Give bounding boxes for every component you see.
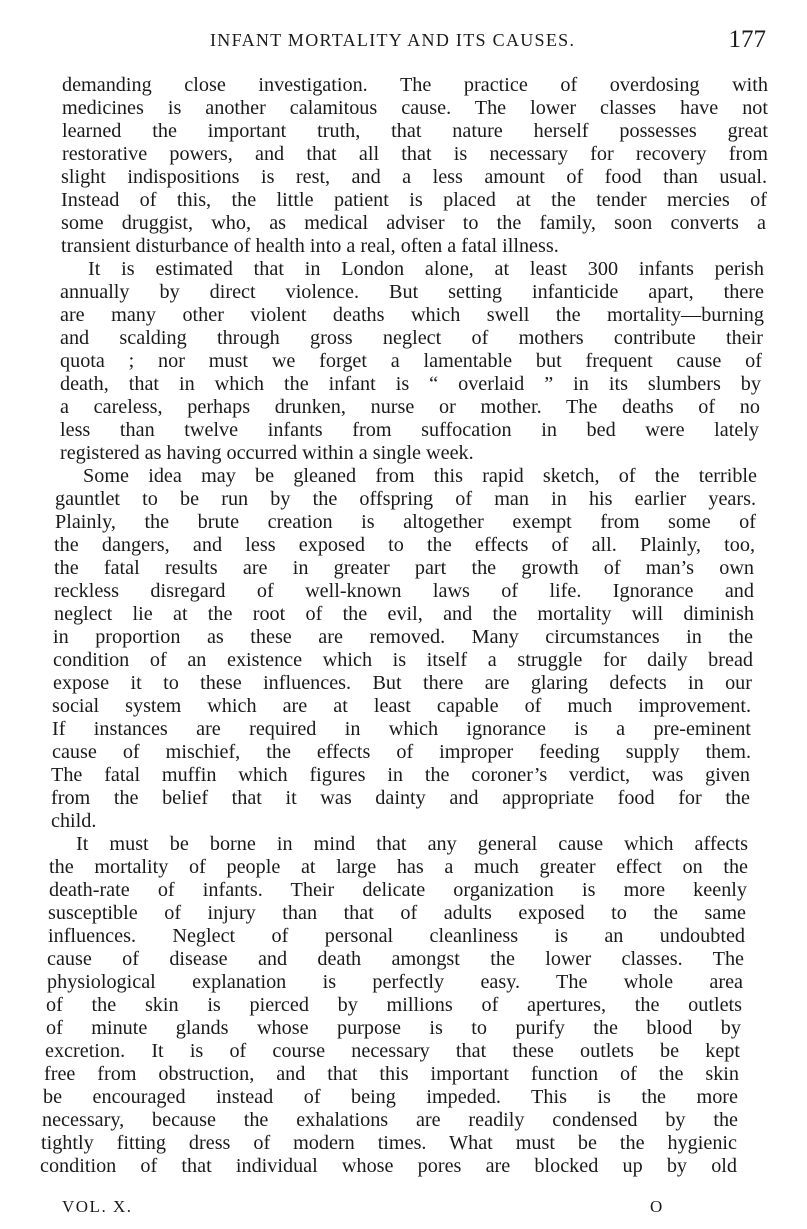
text-line: reckless disregard of well-known laws of life. Ignorance and bbox=[54, 580, 754, 602]
text-line: of the skin is pierced by millions of apertures, the outlets bbox=[46, 994, 742, 1016]
text-line: excretion. It is of course necessary that these outlets be kept bbox=[45, 1040, 740, 1062]
text-line: neglect lie at the root of the evil, and the mortality will diminish bbox=[54, 603, 754, 625]
text-line: tightly fitting dress of modern times. What must be the hygienic bbox=[41, 1132, 737, 1154]
text-line: Instead of this, the little patient is placed at the tender mercies of bbox=[61, 189, 767, 211]
text-line: cause of mischief, the effects of improper feeding supply them. bbox=[52, 741, 751, 763]
text-line: restorative powers, and that all that is necessary for recovery from bbox=[62, 143, 768, 165]
text-line: be encouraged instead of being impeded. This is the more bbox=[43, 1086, 738, 1108]
text-line: Plainly, the brute creation is altogether exempt from some of bbox=[55, 511, 756, 533]
text-line: quota ; nor must we forget a lamentable but frequent cause of bbox=[60, 350, 762, 372]
page-number: 177 bbox=[728, 26, 766, 53]
text-line: annually by direct violence. But setting infanticide apart, there bbox=[60, 281, 764, 303]
text-line: some druggist, who, as medical adviser to the family, soon converts a bbox=[61, 212, 766, 234]
text-line: condition of an existence which is itself a struggle for daily bread bbox=[53, 649, 753, 671]
text-line: the dangers, and less exposed to the effects of all. Plainly, too, bbox=[54, 534, 755, 556]
text-line: in proportion as these are removed. Many circumstances in the bbox=[53, 626, 753, 648]
text-line: transient disturbance of health into a real, often a fatal illness. bbox=[61, 235, 559, 257]
text-line: It must be borne in mind that any general cause which affects bbox=[76, 833, 748, 855]
text-line: medicines is another calamitous cause. The lower classes have not bbox=[62, 97, 768, 119]
running-title: INFANT MORTALITY AND ITS CAUSES. bbox=[210, 30, 576, 50]
text-line: susceptible of injury than that of adults exposed to the same bbox=[48, 902, 746, 924]
text-line: physiological explanation is perfectly easy. The whole area bbox=[47, 971, 743, 993]
text-line: It is estimated that in London alone, at least 300 infants perish bbox=[88, 258, 764, 280]
text-line: necessary, because the exhalations are readily condensed by the bbox=[42, 1109, 738, 1131]
text-line: death-rate of infants. Their delicate organization is more keenly bbox=[49, 879, 747, 901]
text-line: influences. Neglect of personal cleanliness is an undoubted bbox=[48, 925, 745, 947]
gathering-signature: O bbox=[650, 1197, 663, 1216]
text-line: free from obstruction, and that this important function of the skin bbox=[44, 1063, 739, 1085]
text-line: death, that in which the infant is “ overlaid ” in its slumbers by bbox=[60, 373, 761, 395]
text-line: gauntlet to be run by the offspring of man in his earlier years. bbox=[55, 488, 756, 510]
text-line: the fatal results are in greater part the growth of man’s own bbox=[54, 557, 754, 579]
text-line: child. bbox=[51, 810, 97, 832]
text-line: The fatal muffin which figures in the coroner’s verdict, was given bbox=[51, 764, 750, 786]
text-line: and scalding through gross neglect of mothers contribute their bbox=[60, 327, 763, 349]
text-line: from the belief that it was dainty and appropriate food for the bbox=[51, 787, 750, 809]
text-line: social system which are at least capable of much improvement. bbox=[52, 695, 751, 717]
text-line: condition of that individual whose pores are blocked up by old bbox=[40, 1155, 737, 1177]
text-line: demanding close investigation. The practice of overdosing with bbox=[62, 74, 768, 96]
text-line: of minute glands whose purpose is to purify the blood by bbox=[46, 1017, 741, 1039]
text-line: registered as having occurred within a single week. bbox=[60, 442, 474, 464]
text-line: less than twelve infants from suffocation in bed were lately bbox=[60, 419, 759, 441]
text-line: learned the important truth, that nature herself possesses great bbox=[62, 120, 768, 142]
text-line: cause of disease and death amongst the lower classes. The bbox=[47, 948, 744, 970]
page-footer bbox=[40, 1195, 770, 1221]
text-line: If instances are required in which ignorance is a pre-eminent bbox=[52, 718, 751, 740]
running-head bbox=[40, 26, 770, 56]
text-line: are many other violent deaths which swell the mortality—burning bbox=[60, 304, 764, 326]
volume-signature: VOL. X. bbox=[62, 1197, 133, 1216]
text-line: expose it to these influences. But there are glaring defects in our bbox=[53, 672, 752, 694]
text-line: a careless, perhaps drunken, nurse or mother. The deaths of no bbox=[60, 396, 760, 418]
text-line: Some idea may be gleaned from this rapid sketch, of the terrible bbox=[83, 465, 757, 487]
text-line: the mortality of people at large has a much greater effect on the bbox=[49, 856, 748, 878]
text-line: slight indispositions is rest, and a less amount of food than usual. bbox=[61, 166, 767, 188]
